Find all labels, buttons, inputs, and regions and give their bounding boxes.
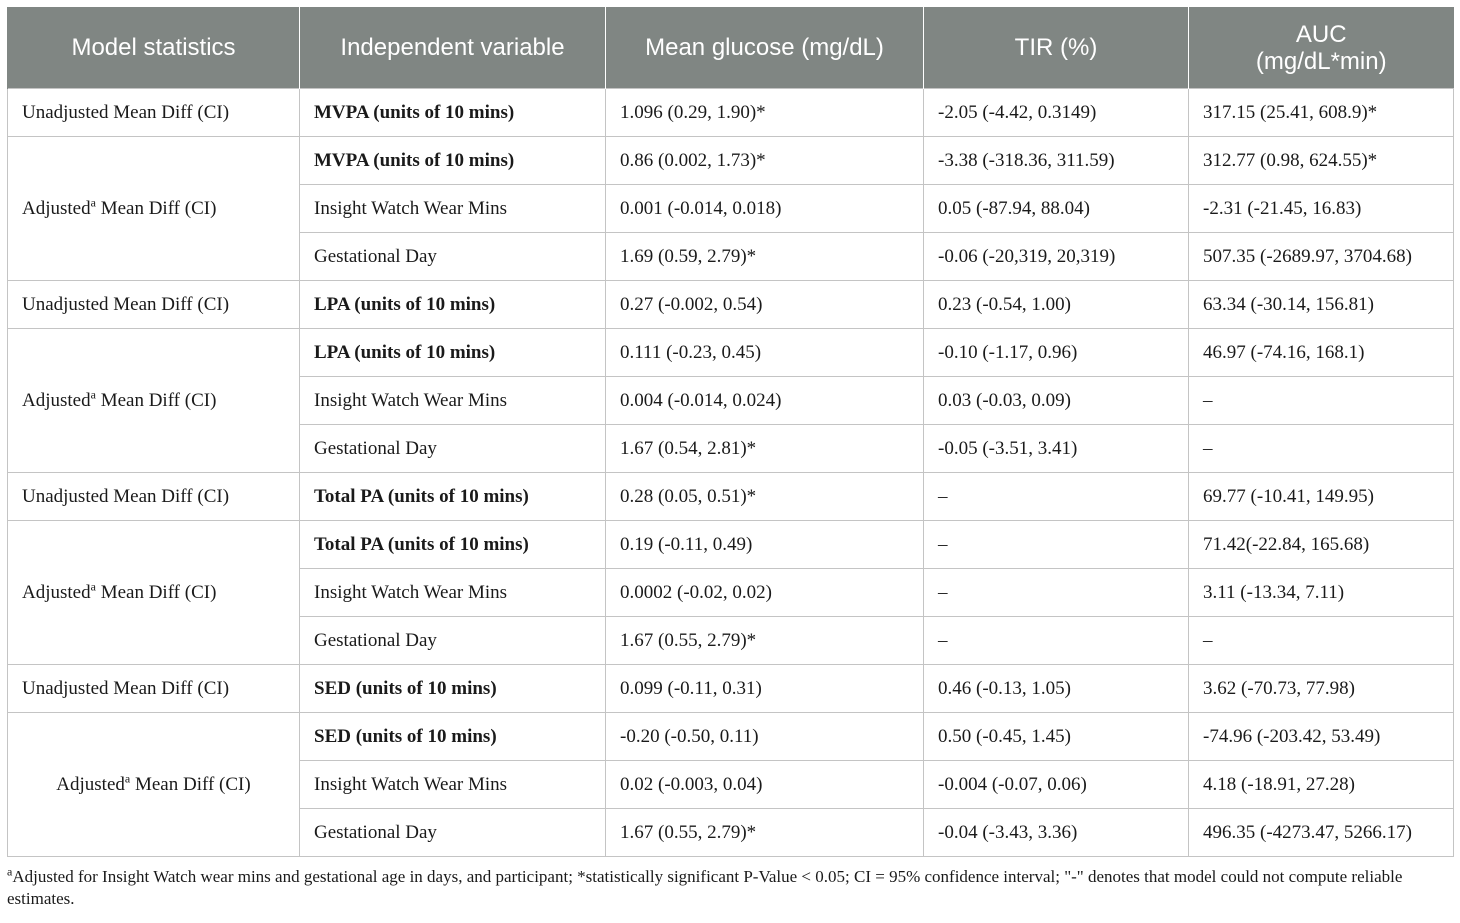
tir-cell: 0.46 (-0.13, 1.05) (924, 665, 1189, 713)
independent-variable-cell: Insight Watch Wear Mins (300, 185, 606, 233)
tir-cell: -0.004 (-0.07, 0.06) (924, 761, 1189, 809)
adjusted-label: Adjusted (22, 389, 91, 411)
table-row (8, 521, 1454, 569)
table-row (8, 281, 1454, 329)
model-statistics-cell: Unadjusted Mean Diff (CI) (8, 89, 300, 137)
mean-glucose-cell: 0.001 (-0.014, 0.018) (606, 185, 924, 233)
table-row (8, 89, 1454, 137)
tir-cell: -2.05 (-4.42, 0.3149) (924, 89, 1189, 137)
independent-variable-cell: Gestational Day (300, 809, 606, 857)
model-statistics-cell (8, 329, 300, 473)
mean-glucose-cell: 1.67 (0.54, 2.81)* (606, 425, 924, 473)
adjusted-footnote-marker: a (90, 579, 96, 594)
auc-cell: – (1189, 617, 1454, 665)
auc-cell: 63.34 (-30.14, 156.81) (1189, 281, 1454, 329)
adjusted-footnote-marker: a (90, 387, 96, 402)
auc-cell: 71.42(-22.84, 165.68) (1189, 521, 1454, 569)
independent-variable-cell: Gestational Day (300, 233, 606, 281)
footnote-marker: a (7, 864, 13, 879)
mean-glucose-cell: -0.20 (-0.50, 0.11) (606, 713, 924, 761)
mean-glucose-cell: 0.86 (0.002, 1.73)* (606, 137, 924, 185)
mean-glucose-cell: 1.67 (0.55, 2.79)* (606, 617, 924, 665)
header-model-statistics: Model statistics (8, 7, 300, 89)
mean-glucose-cell: 1.69 (0.59, 2.79)* (606, 233, 924, 281)
table-row (8, 665, 1454, 713)
tir-cell: -3.38 (-318.36, 311.59) (924, 137, 1189, 185)
independent-variable-cell: Gestational Day (300, 617, 606, 665)
adjusted-label: Adjusted (22, 581, 91, 603)
auc-cell: -74.96 (-203.42, 53.49) (1189, 713, 1454, 761)
table-row (8, 137, 1454, 185)
independent-variable-cell: Gestational Day (300, 425, 606, 473)
auc-cell: 69.77 (-10.41, 149.95) (1189, 473, 1454, 521)
tir-cell: 0.03 (-0.03, 0.09) (924, 377, 1189, 425)
adjusted-label-suffix: Mean Diff (CI) (95, 389, 217, 411)
mean-glucose-cell: 0.0002 (-0.02, 0.02) (606, 569, 924, 617)
tir-cell: 0.23 (-0.54, 1.00) (924, 281, 1189, 329)
mean-glucose-cell: 0.19 (-0.11, 0.49) (606, 521, 924, 569)
independent-variable-cell: Insight Watch Wear Mins (300, 377, 606, 425)
auc-cell: 4.18 (-18.91, 27.28) (1189, 761, 1454, 809)
mean-glucose-cell: 0.27 (-0.002, 0.54) (606, 281, 924, 329)
model-statistics-cell: Unadjusted Mean Diff (CI) (8, 473, 300, 521)
independent-variable-cell: MVPA (units of 10 mins) (300, 137, 606, 185)
mean-glucose-cell: 1.096 (0.29, 1.90)* (606, 89, 924, 137)
tir-cell: – (924, 473, 1189, 521)
auc-cell: 507.35 (-2689.97, 3704.68) (1189, 233, 1454, 281)
model-statistics-cell: Unadjusted Mean Diff (CI) (8, 665, 300, 713)
independent-variable-cell: MVPA (units of 10 mins) (300, 89, 606, 137)
auc-cell: 317.15 (25.41, 608.9)* (1189, 89, 1454, 137)
auc-cell: 312.77 (0.98, 624.55)* (1189, 137, 1454, 185)
table-row (8, 473, 1454, 521)
adjusted-label: Adjusted (56, 773, 125, 795)
auc-cell: 3.11 (-13.34, 7.11) (1189, 569, 1454, 617)
auc-cell: – (1189, 425, 1454, 473)
adjusted-label-suffix: Mean Diff (CI) (95, 581, 217, 603)
independent-variable-cell: Total PA (units of 10 mins) (300, 521, 606, 569)
auc-cell: – (1189, 377, 1454, 425)
independent-variable-cell: Total PA (units of 10 mins) (300, 473, 606, 521)
tir-cell: -0.10 (-1.17, 0.96) (924, 329, 1189, 377)
model-statistics-cell (8, 713, 300, 857)
adjusted-label-suffix: Mean Diff (CI) (130, 773, 251, 795)
adjusted-footnote-marker: a (124, 771, 131, 786)
mean-glucose-cell: 0.02 (-0.003, 0.04) (606, 761, 924, 809)
table-footnote (7, 866, 1453, 910)
auc-cell: 46.97 (-74.16, 168.1) (1189, 329, 1454, 377)
model-statistics-cell (8, 137, 300, 281)
tir-cell: 0.50 (-0.45, 1.45) (924, 713, 1189, 761)
model-statistics-cell (8, 521, 300, 665)
table-row (8, 329, 1454, 377)
adjusted-footnote-marker: a (90, 195, 96, 210)
mean-glucose-cell: 1.67 (0.55, 2.79)* (606, 809, 924, 857)
mean-glucose-cell: 0.111 (-0.23, 0.45) (606, 329, 924, 377)
header-tir: TIR (%) (924, 7, 1189, 89)
results-table (7, 7, 1454, 857)
table-row (8, 713, 1454, 761)
independent-variable-cell: SED (units of 10 mins) (300, 665, 606, 713)
header-auc (1189, 7, 1454, 89)
results-table-container (7, 7, 1453, 857)
mean-glucose-cell: 0.28 (0.05, 0.51)* (606, 473, 924, 521)
tir-cell: – (924, 617, 1189, 665)
adjusted-label: Adjusted (22, 197, 91, 219)
tir-cell: – (924, 569, 1189, 617)
mean-glucose-cell: 0.004 (-0.014, 0.024) (606, 377, 924, 425)
independent-variable-cell: Insight Watch Wear Mins (300, 569, 606, 617)
header-independent-variable: Independent variable (300, 7, 606, 89)
model-statistics-cell: Unadjusted Mean Diff (CI) (8, 281, 300, 329)
table-body (8, 89, 1454, 857)
tir-cell: 0.05 (-87.94, 88.04) (924, 185, 1189, 233)
independent-variable-cell: Insight Watch Wear Mins (300, 761, 606, 809)
header-row (8, 7, 1454, 89)
auc-cell: 496.35 (-4273.47, 5266.17) (1189, 809, 1454, 857)
independent-variable-cell: LPA (units of 10 mins) (300, 329, 606, 377)
tir-cell: -0.04 (-3.43, 3.36) (924, 809, 1189, 857)
header-auc-text: AUC (mg/dL*min) (1255, 20, 1387, 75)
header-mean-glucose: Mean glucose (mg/dL) (606, 7, 924, 89)
tir-cell: -0.05 (-3.51, 3.41) (924, 425, 1189, 473)
independent-variable-cell: LPA (units of 10 mins) (300, 281, 606, 329)
table-header (8, 7, 1454, 89)
tir-cell: -0.06 (-20,319, 20,319) (924, 233, 1189, 281)
footnote-text: Adjusted for Insight Watch wear mins and gestational age in days, and participant; *statistically significant P-Value < 0.05; CI = 95% confidence interval; "-" denotes that model could not compute reliable estimates. (7, 867, 1403, 908)
tir-cell: – (924, 521, 1189, 569)
auc-cell: 3.62 (-70.73, 77.98) (1189, 665, 1454, 713)
adjusted-label-suffix: Mean Diff (CI) (95, 197, 217, 219)
auc-cell: -2.31 (-21.45, 16.83) (1189, 185, 1454, 233)
independent-variable-cell: SED (units of 10 mins) (300, 713, 606, 761)
mean-glucose-cell: 0.099 (-0.11, 0.31) (606, 665, 924, 713)
